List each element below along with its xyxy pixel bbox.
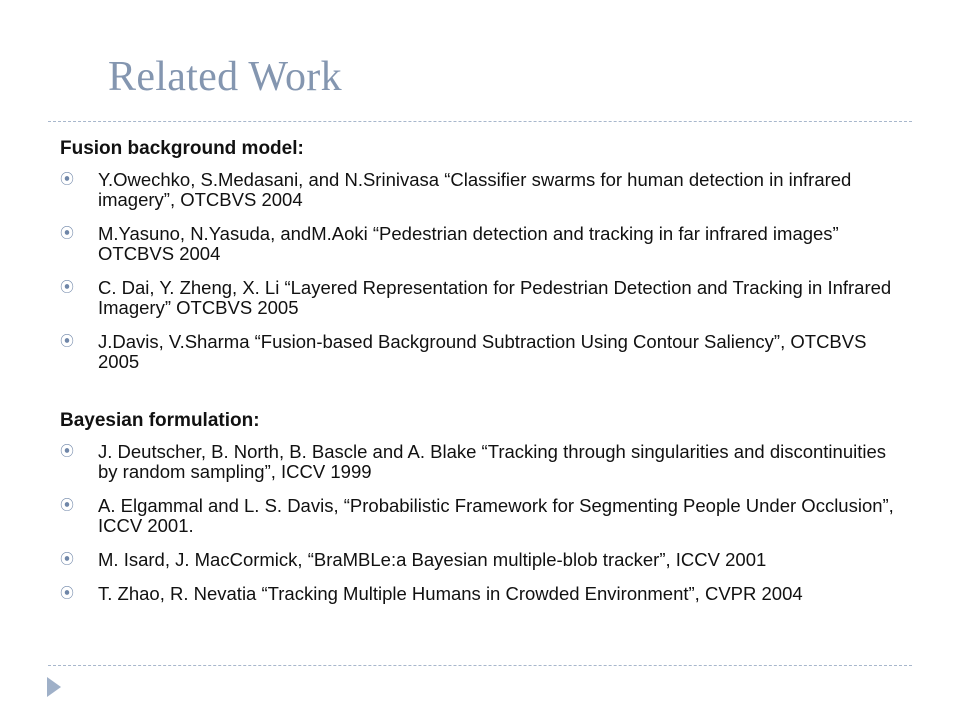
list-item <box>60 170 900 210</box>
reference-text: T. Zhao, R. Nevatia “Tracking Multiple Humans in Crowded Environment”, CVPR 2004 <box>98 583 803 604</box>
play-triangle-icon[interactable] <box>47 677 61 697</box>
circled-dot-bullet-icon: ⦿ <box>60 552 74 568</box>
list-item <box>60 332 900 372</box>
list-item <box>60 584 900 604</box>
reference-text: C. Dai, Y. Zheng, X. Li “Layered Representation for Pedestrian Detection and Tracking in Infrared Imagery” OTCBVS 2005 <box>98 277 892 318</box>
reference-list-bayesian <box>60 442 900 604</box>
slide-body <box>60 138 900 618</box>
reference-text: M. Isard, J. MacCormick, “BraMBLe:a Bayesian multiple-blob tracker”, ICCV 2001 <box>98 549 767 570</box>
list-item <box>60 224 900 264</box>
section-heading-fusion: Fusion background model: <box>60 138 304 159</box>
slide-title: Related Work <box>108 54 342 100</box>
circled-dot-bullet-icon: ⦿ <box>60 172 74 188</box>
reference-text: J.Davis, V.Sharma “Fusion-based Background Subtraction Using Contour Saliency”, OTCBVS 2005 <box>98 331 867 372</box>
circled-dot-bullet-icon: ⦿ <box>60 586 74 602</box>
circled-dot-bullet-icon: ⦿ <box>60 334 74 350</box>
reference-text: Y.Owechko, S.Medasani, and N.Srinivasa “Classifier swarms for human detection in infrared imagery”, OTCBVS 2004 <box>98 169 852 210</box>
reference-list-fusion <box>60 170 900 372</box>
circled-dot-bullet-icon: ⦿ <box>60 226 74 242</box>
bottom-divider <box>48 665 912 666</box>
reference-text: J. Deutscher, B. North, B. Bascle and A. Blake “Tracking through singularities and discontinuities by random sampling”, ICCV 1999 <box>98 441 887 482</box>
list-item <box>60 496 900 536</box>
list-item <box>60 278 900 318</box>
reference-text: A. Elgammal and L. S. Davis, “Probabilistic Framework for Segmenting People Under Occlusion”, ICCV 2001. <box>98 495 894 536</box>
list-item <box>60 550 900 570</box>
reference-text: M.Yasuno, N.Yasuda, andM.Aoki “Pedestrian detection and tracking in far infrared images” OTCBVS 2004 <box>98 223 839 264</box>
circled-dot-bullet-icon: ⦿ <box>60 444 74 460</box>
top-divider <box>48 121 912 122</box>
circled-dot-bullet-icon: ⦿ <box>60 498 74 514</box>
list-item <box>60 442 900 482</box>
section-heading-bayesian: Bayesian formulation: <box>60 410 260 431</box>
circled-dot-bullet-icon: ⦿ <box>60 280 74 296</box>
